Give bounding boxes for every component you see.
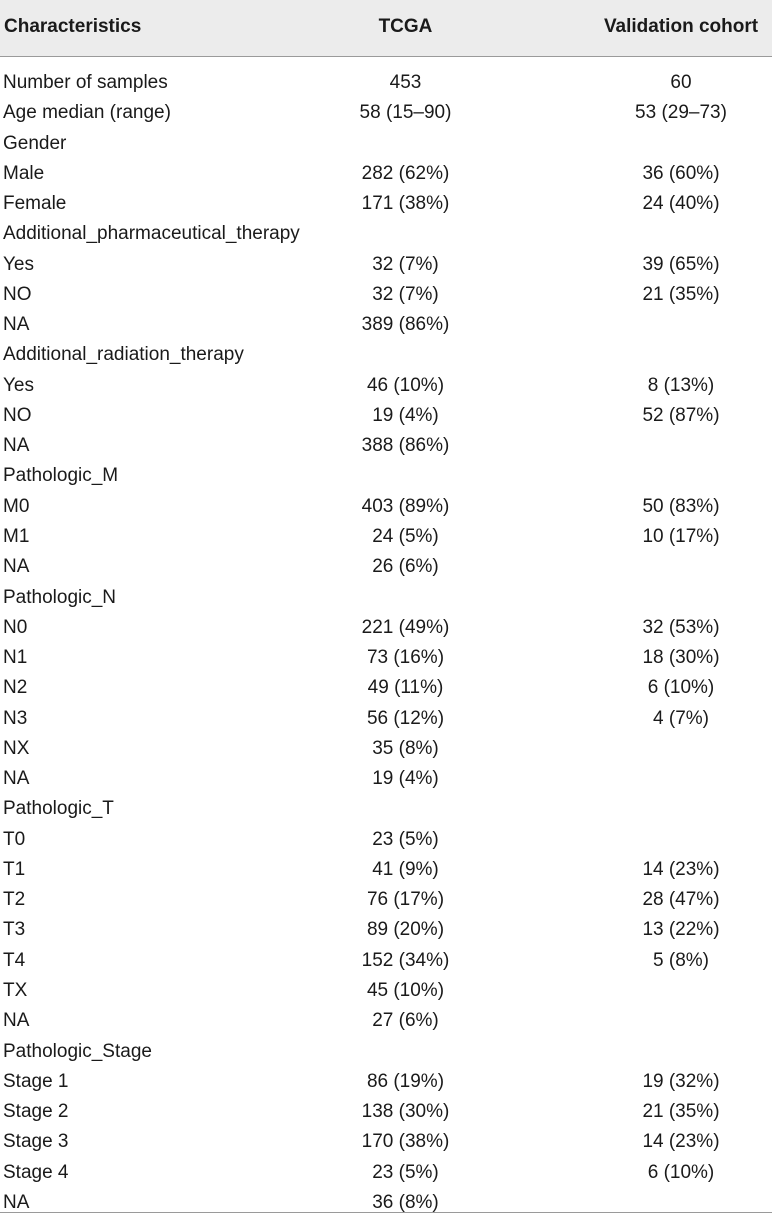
row-label: T4 bbox=[3, 949, 26, 971]
tcga-value: 35 (8%) bbox=[372, 737, 439, 759]
validation-value: 4 (7%) bbox=[653, 707, 709, 729]
row-label: Yes bbox=[3, 253, 34, 275]
row-label: Stage 3 bbox=[3, 1131, 69, 1153]
row-label: Additional_radiation_therapy bbox=[3, 344, 244, 366]
table-row bbox=[0, 131, 772, 161]
tcga-value: 403 (89%) bbox=[361, 495, 450, 517]
table-row bbox=[0, 857, 772, 887]
tcga-value: 32 (7%) bbox=[372, 253, 439, 275]
table-row bbox=[0, 978, 772, 1008]
row-label: Stage 1 bbox=[3, 1070, 69, 1092]
validation-value: 21 (35%) bbox=[642, 283, 720, 305]
tcga-value: 76 (17%) bbox=[366, 889, 445, 911]
table-row bbox=[0, 1069, 772, 1099]
table-row bbox=[0, 706, 772, 736]
table-row bbox=[0, 221, 772, 251]
row-label: NO bbox=[3, 283, 32, 305]
row-label: Pathologic_N bbox=[3, 586, 117, 608]
table-row bbox=[0, 100, 772, 130]
row-label: Yes bbox=[3, 374, 34, 396]
table-row bbox=[0, 917, 772, 947]
validation-value: 39 (65%) bbox=[642, 253, 720, 275]
row-label: NX bbox=[3, 737, 30, 759]
tcga-value: 171 (38%) bbox=[361, 193, 450, 215]
table-row bbox=[0, 463, 772, 493]
validation-value: 14 (23%) bbox=[642, 858, 720, 880]
table-row bbox=[0, 675, 772, 705]
tcga-value: 58 (15–90) bbox=[359, 102, 452, 124]
row-label: Number of samples bbox=[3, 72, 168, 93]
validation-value: 28 (47%) bbox=[642, 889, 720, 911]
tcga-value: 389 (86%) bbox=[361, 314, 450, 336]
header-tcga: TCGA bbox=[378, 16, 433, 37]
header-validation-cohort: Validation cohort bbox=[603, 16, 759, 37]
table-row bbox=[0, 736, 772, 766]
table-row bbox=[0, 1190, 772, 1220]
tcga-value: 56 (12%) bbox=[366, 707, 445, 729]
tcga-value: 388 (86%) bbox=[361, 435, 450, 457]
tcga-value: 36 (8%) bbox=[372, 1191, 439, 1213]
header-characteristics: Characteristics bbox=[4, 16, 142, 37]
validation-value: 6 (10%) bbox=[647, 1161, 715, 1183]
row-label: M0 bbox=[3, 495, 30, 517]
table-row bbox=[0, 615, 772, 645]
table-body bbox=[0, 57, 772, 1220]
table-row bbox=[0, 373, 772, 403]
tcga-value: 32 (7%) bbox=[372, 283, 439, 305]
table-row bbox=[0, 766, 772, 796]
tcga-value: 89 (20%) bbox=[366, 919, 445, 941]
table-row bbox=[0, 1129, 772, 1159]
tcga-value: 282 (62%) bbox=[361, 162, 450, 184]
row-label: Stage 4 bbox=[3, 1161, 69, 1183]
row-label: Pathologic_T bbox=[3, 798, 114, 820]
tcga-value: 46 (10%) bbox=[366, 374, 445, 396]
validation-value: 50 (83%) bbox=[642, 495, 720, 517]
row-label: M1 bbox=[3, 525, 30, 547]
validation-value: 24 (40%) bbox=[642, 193, 720, 215]
row-label: NA bbox=[3, 1191, 30, 1213]
tcga-value: 221 (49%) bbox=[361, 616, 450, 638]
row-label: Gender bbox=[3, 132, 67, 154]
validation-value: 36 (60%) bbox=[642, 162, 720, 184]
row-label: Pathologic_Stage bbox=[3, 1040, 152, 1062]
table-row bbox=[0, 161, 772, 191]
table-row bbox=[0, 585, 772, 615]
table-header bbox=[0, 0, 772, 57]
row-label: NA bbox=[3, 556, 30, 578]
table-row bbox=[0, 191, 772, 221]
tcga-value: 23 (5%) bbox=[372, 1161, 439, 1183]
table-row bbox=[0, 948, 772, 978]
tcga-value: 26 (6%) bbox=[372, 556, 439, 578]
row-label: Male bbox=[3, 162, 45, 184]
table-row bbox=[0, 282, 772, 312]
validation-value: 32 (53%) bbox=[642, 616, 720, 638]
row-label: Additional_pharmaceutical_therapy bbox=[3, 223, 300, 245]
tcga-value: 453 bbox=[389, 72, 422, 93]
tcga-value: 41 (9%) bbox=[372, 858, 439, 880]
validation-value: 53 (29–73) bbox=[635, 102, 727, 124]
row-label: Stage 2 bbox=[3, 1101, 69, 1123]
validation-value: 19 (32%) bbox=[642, 1070, 720, 1092]
validation-value: 52 (87%) bbox=[642, 404, 720, 426]
table-row bbox=[0, 796, 772, 826]
table-row bbox=[0, 645, 772, 675]
validation-value: 10 (17%) bbox=[642, 525, 720, 547]
tcga-value: 23 (5%) bbox=[372, 828, 439, 850]
row-label: N1 bbox=[3, 647, 28, 669]
row-label: TX bbox=[3, 979, 28, 1001]
table-row bbox=[0, 554, 772, 584]
table-row bbox=[0, 433, 772, 463]
validation-value: 5 (8%) bbox=[653, 949, 709, 971]
validation-value: 60 bbox=[670, 72, 692, 93]
table-row bbox=[0, 1099, 772, 1129]
row-label: T0 bbox=[3, 828, 26, 850]
table-row bbox=[0, 403, 772, 433]
tcga-value: 19 (4%) bbox=[372, 768, 439, 790]
tcga-value: 19 (4%) bbox=[372, 404, 439, 426]
row-label: N3 bbox=[3, 707, 28, 729]
row-label: Age median (range) bbox=[3, 102, 171, 124]
row-label: N0 bbox=[3, 616, 28, 638]
tcga-value: 27 (6%) bbox=[372, 1010, 439, 1032]
table-row bbox=[0, 70, 772, 100]
row-label: T3 bbox=[3, 919, 26, 941]
row-label: NA bbox=[3, 314, 30, 336]
table-row bbox=[0, 887, 772, 917]
row-label: Female bbox=[3, 193, 67, 215]
table-row bbox=[0, 312, 772, 342]
tcga-value: 45 (10%) bbox=[366, 979, 445, 1001]
table-row bbox=[0, 342, 772, 372]
row-label: NA bbox=[3, 435, 30, 457]
tcga-value: 170 (38%) bbox=[361, 1131, 450, 1153]
table-row bbox=[0, 1008, 772, 1038]
row-label: NO bbox=[3, 404, 32, 426]
tcga-value: 49 (11%) bbox=[367, 677, 444, 699]
tcga-value: 24 (5%) bbox=[372, 525, 439, 547]
tcga-value: 73 (16%) bbox=[366, 647, 445, 669]
table-row bbox=[0, 1160, 772, 1190]
validation-value: 6 (10%) bbox=[647, 677, 715, 699]
row-label: Pathologic_M bbox=[3, 465, 119, 487]
row-label: NA bbox=[3, 768, 30, 790]
table-row bbox=[0, 494, 772, 524]
validation-value: 21 (35%) bbox=[642, 1101, 720, 1123]
table-row bbox=[0, 1039, 772, 1069]
tcga-value: 86 (19%) bbox=[366, 1070, 445, 1092]
table-row bbox=[0, 827, 772, 857]
row-label: N2 bbox=[3, 677, 28, 699]
table-bottom-rule bbox=[0, 1212, 772, 1213]
row-label: T1 bbox=[3, 858, 26, 880]
row-label: T2 bbox=[3, 889, 26, 911]
table-row bbox=[0, 252, 772, 282]
validation-value: 18 (30%) bbox=[642, 647, 720, 669]
table-row bbox=[0, 524, 772, 554]
validation-value: 13 (22%) bbox=[642, 919, 720, 941]
validation-value: 14 (23%) bbox=[642, 1131, 720, 1153]
validation-value: 8 (13%) bbox=[647, 374, 715, 396]
tcga-value: 138 (30%) bbox=[361, 1101, 450, 1123]
tcga-value: 152 (34%) bbox=[361, 949, 450, 971]
row-label: NA bbox=[3, 1010, 30, 1032]
